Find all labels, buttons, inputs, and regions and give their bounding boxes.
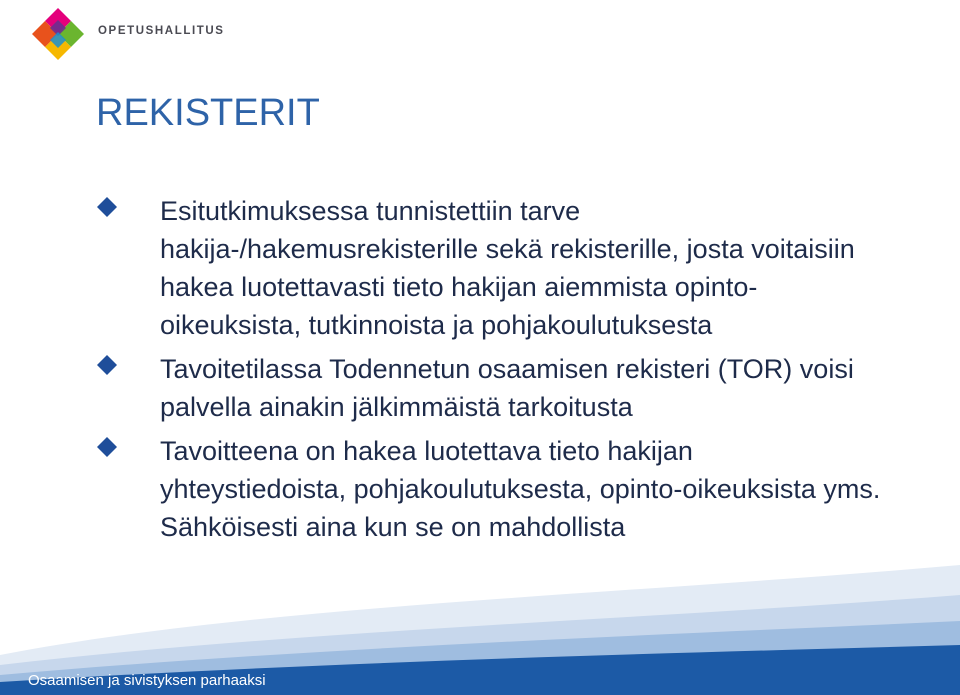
slide-title: REKISTERIT [96,92,320,134]
logo-wordmark: OPETUSHALLITUS [98,25,225,37]
footer-slogan: Osaamisen ja sivistyksen parhaaksi [28,672,266,689]
diamond-bullet-icon [96,354,118,376]
bullet-text: Tavoitetilassa Todennetun osaamisen rekisteri (TOR) voisi palvella ainakin jälkimmäistä tarkoitusta [160,354,854,422]
bullet-item [96,350,886,426]
footer-wave-decoration [0,535,960,695]
diamond-bullet-icon [96,436,118,458]
diamond-bullet-icon [96,196,118,218]
bullet-item [96,192,886,344]
bullet-list [96,192,886,552]
bullet-text: Esitutkimuksessa tunnistettiin tarve hakija-/hakemusrekisterille sekä rekisterille, josta voitaisiin hakea luotettavasti tieto hakijan aiemmista opinto-oikeuksista, tutkinnoista ja pohjakoulutuksesta [160,196,855,340]
bullet-text: Tavoitteena on hakea luotettava tieto hakijan yhteystiedoista, pohjakoulutuksesta, opinto-oikeuksista yms. Sähköisesti aina kun se on mahdollista [160,436,881,542]
opetushallitus-logo-icon [30,6,86,62]
bullet-item [96,432,886,546]
